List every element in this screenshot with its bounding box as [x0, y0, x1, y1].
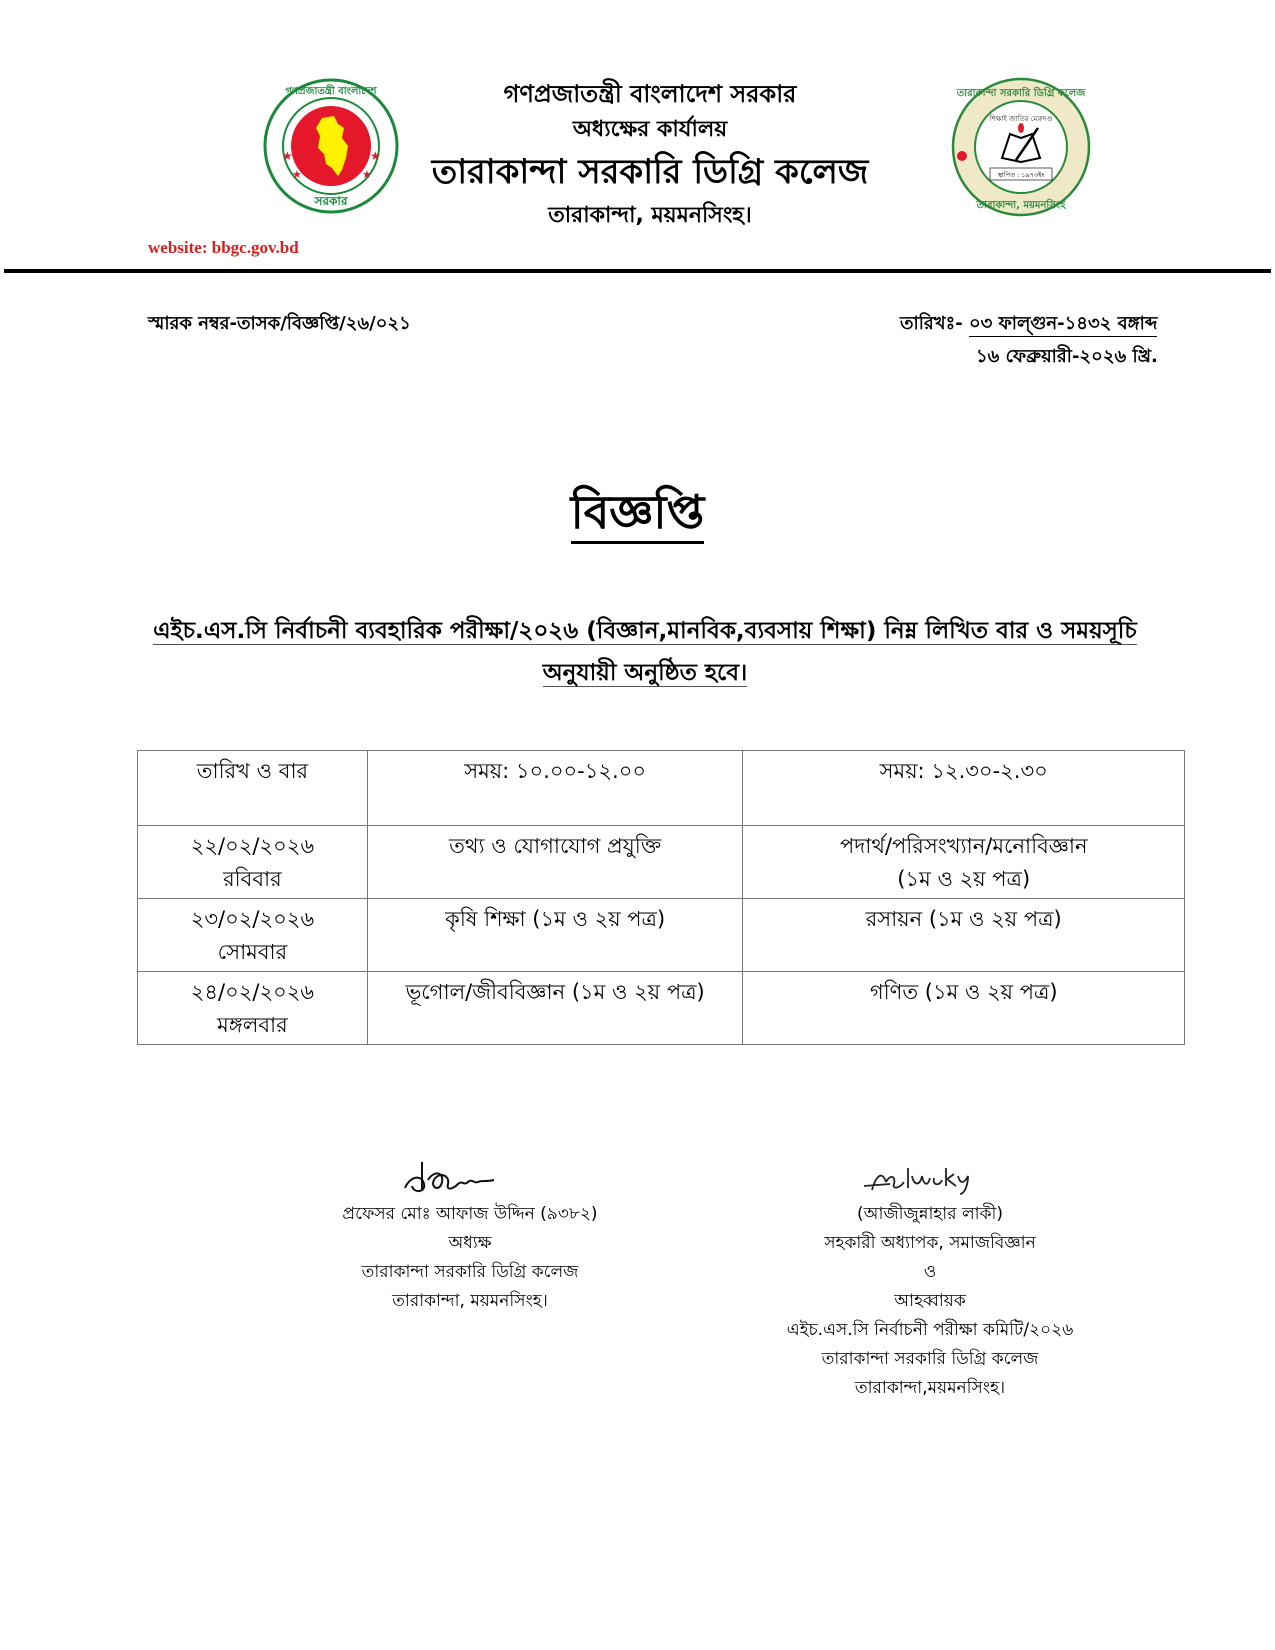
day: মঙ্গলবার [217, 1013, 288, 1037]
convener-conjunction: ও [923, 1262, 937, 1282]
slot1-cell: তথ্য ও যোগাযোগ প্রযুক্তি [367, 826, 743, 899]
date-bangla: ০৩ ফাল্গুন-১৪৩২ বঙ্গাব্দ [969, 313, 1158, 337]
bangladesh-government-seal-logo [262, 72, 400, 220]
date-label: তারিখঃ- [900, 313, 963, 334]
notice-title [0, 478, 1275, 554]
slot2-cell [743, 826, 1185, 899]
date-cell [138, 826, 368, 899]
svg-text:★: ★ [362, 168, 372, 181]
svg-text:গণপ্রজাতন্ত্রী বাংলাদেশ: গণপ্রজাতন্ত্রী বাংলাদেশ [285, 86, 377, 97]
convener-signature [860, 1162, 980, 1196]
date-bangla-line [900, 309, 1157, 340]
date-cell [138, 899, 368, 972]
college-address: তারাকান্দা, ময়মনসিংহ। [548, 203, 752, 228]
principal-address: তারাকান্দা, ময়মনসিংহ। [392, 1291, 548, 1311]
date: ২২/০২/২০২৬ [190, 834, 315, 858]
convener-address: তারাকান্দা,ময়মনসিংহ। [854, 1378, 1006, 1398]
office-name: অধ্যক্ষের কার্যালয় [572, 117, 728, 142]
slot1-cell: ভূগোল/জীববিজ্ঞান (১ম ও ২য় পত্র) [367, 972, 743, 1045]
notice-intro-text: এইচ.এস.সি নির্বাচনী ব্যবহারিক পরীক্ষা/২০২৬ (বিজ্ঞান,মানবিক,ব্যবসায় শিক্ষা) নিম্ন লিখিত বার ও সময়সূচি অনুযায়ী অনুষ্ঠিত হবে। [153, 618, 1137, 686]
day: সোমবার [217, 940, 288, 964]
notice-intro [150, 610, 1140, 694]
svg-text:তারাকান্দা সরকারি ডিগ্রি কলেজ: তারাকান্দা সরকারি ডিগ্রি কলেজ [956, 88, 1086, 99]
convener-title: সহকারী অধ্যাপক, সমাজবিজ্ঞান [824, 1233, 1036, 1253]
website-link[interactable]: website: bbgc.gov.bd [148, 238, 299, 257]
government-name: গণপ্রজাতন্ত্রী বাংলাদেশ সরকার [503, 80, 797, 108]
svg-text:স্থাপিত : ১৯৭৩ইং: স্থাপিত : ১৯৭৩ইং [997, 171, 1045, 179]
principal-institution: তারাকান্দা সরকারি ডিগ্রি কলেজ [361, 1262, 579, 1282]
table-row [138, 826, 1185, 899]
column-header: সময়: ১২.৩০-২.৩০ [743, 751, 1185, 826]
exam-schedule-table [137, 750, 1185, 1045]
slot1-cell: কৃষি শিক্ষা (১ম ও ২য় পত্র) [367, 899, 743, 972]
table-row [138, 899, 1185, 972]
svg-text:★: ★ [282, 149, 293, 163]
table-header-row [138, 751, 1185, 826]
svg-text:সরকার: সরকার [314, 194, 348, 208]
notice-title-text: বিজ্ঞপ্তি [571, 485, 705, 544]
table-row [138, 972, 1185, 1045]
date-english: ১৬ ফেব্রুয়ারী-২০২৬ খ্রি. [976, 346, 1158, 367]
svg-text:★: ★ [292, 168, 302, 181]
college-name: তারাকান্দা সরকারি ডিগ্রি কলেজ [431, 152, 869, 192]
slot2-cell [743, 899, 1185, 972]
svg-text:★: ★ [370, 149, 381, 163]
principal-title: অধ্যক্ষ [448, 1233, 492, 1253]
principal-signature [400, 1158, 500, 1198]
slot2-line1: গণিত (১ম ও ২য় পত্র) [869, 980, 1058, 1004]
slot2-cell [743, 972, 1185, 1045]
svg-text:শিক্ষাই জাতির মেরুদণ্ড: শিক্ষাই জাতির মেরুদণ্ড [989, 115, 1053, 123]
column-header: তারিখ ও বার [138, 751, 368, 826]
column-header: সময়: ১০.০০-১২.০০ [367, 751, 743, 826]
convener-institution: তারাকান্দা সরকারি ডিগ্রি কলেজ [821, 1349, 1039, 1369]
slot2-line1: রসায়ন (১ম ও ২য় পত্র) [865, 907, 1062, 931]
date: ২৪/০২/২০২৬ [190, 980, 315, 1004]
principal-signature-block [300, 1200, 640, 1316]
college-seal-logo [950, 76, 1092, 218]
date-cell [138, 972, 368, 1045]
principal-name: প্রফেসর মোঃ আফাজ উদ্দিন (৯৩৮২) [342, 1204, 598, 1224]
date: ২৩/০২/২০২৬ [190, 907, 315, 931]
header-divider [4, 269, 1271, 273]
day: রবিবার [223, 867, 282, 891]
convener-signature-block [760, 1200, 1100, 1403]
svg-text:তারাকান্দা, ময়মনসিংহ: তারাকান্দা, ময়মনসিংহ [976, 200, 1066, 211]
convener-committee: এইচ.এস.সি নির্বাচনী পরীক্ষা কমিটি/২০২৬ [786, 1320, 1074, 1340]
slot2-line2: (১ম ও ২য় পত্র) [897, 867, 1031, 891]
convener-role: আহব্বায়ক [894, 1291, 966, 1311]
memo-reference: স্মারক নম্বর-তাসক/বিজ্ঞপ্তি/২৬/০২১ [148, 313, 411, 334]
slot2-line1: পদার্থ/পরিসংখ্যান/মনোবিজ্ঞান [839, 834, 1088, 858]
convener-name: (আজীজুন্নাহার লাকী) [857, 1204, 1003, 1224]
